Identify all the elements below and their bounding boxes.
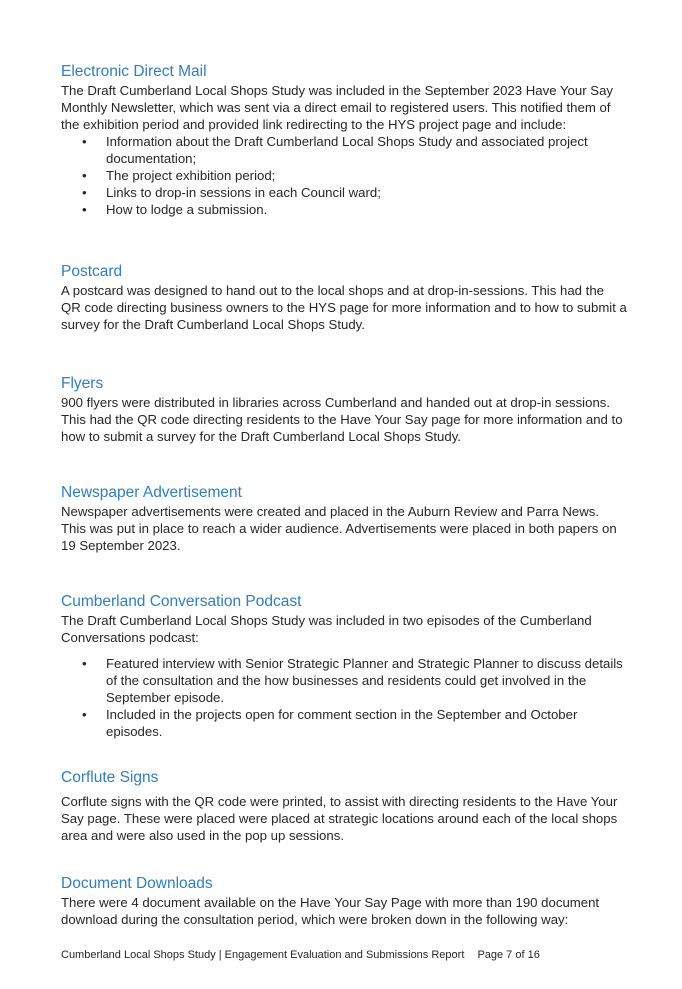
section-paragraph: The Draft Cumberland Local Shops Study was included in the September 2023 Have Your Say Monthly Newsletter, which was sent via a direct email to registered users. This notified them of the exhibition period and provided link redirecting to the HYS project page and include: [61,83,614,132]
section-corflute-signs [61,768,627,844]
section-heading: Newspaper Advertisement [61,484,242,501]
section-cumberland-conversation-podcast [61,592,627,740]
list-item: • Information about the Draft Cumberland Local Shops Study and associated project documentation; [61,133,627,167]
section-newspaper-advertisement [61,483,627,554]
section-heading: Corflute Signs [61,769,159,786]
section-paragraph: There were 4 document available on the Have Your Say Page with more than 190 document download during the consultation period, which were broken down in the following way: [61,895,600,927]
list-item: • Included in the projects open for comment section in the September and October episodes. [61,706,627,740]
section-electronic-direct-mail [61,62,627,218]
list-item: • Featured interview with Senior Strategic Planner and Strategic Planner to discuss details of the consultation and the how businesses and residents could get involved in the September episode. [61,655,627,706]
section-postcard [61,262,627,333]
section-heading: Flyers [61,375,104,392]
section-flyers [61,374,627,445]
footer-report-title: Cumberland Local Shops Study | Engagement Evaluation and Submissions Report [61,949,465,961]
section-paragraph: The Draft Cumberland Local Shops Study was included in two episodes of the Cumberland Conversations podcast: [61,613,592,645]
bullet-list [61,133,627,218]
section-heading: Postcard [61,263,123,280]
section-heading: Electronic Direct Mail [61,63,207,80]
page-footer [61,948,540,962]
section-document-downloads [61,874,627,928]
page-number: Page 7 of 16 [477,949,540,961]
bullet-list [61,655,627,740]
list-item: • Links to drop-in sessions in each Council ward; [61,184,627,201]
section-paragraph: 900 flyers were distributed in libraries across Cumberland and handed out at drop-in sessions. This had the QR code directing residents to the Have Your Say page for more information and to how to submit a survey for the Draft Cumberland Local Shops Study. [61,395,623,444]
section-heading: Cumberland Conversation Podcast [61,593,302,610]
section-paragraph: Newspaper advertisements were created and placed in the Auburn Review and Parra News. This was put in place to reach a wider audience. Advertisements were placed in both papers on 19 September 2023. [61,504,617,553]
section-paragraph: Corflute signs with the QR code were printed, to assist with directing residents to the Have Your Say page. These were placed were placed at strategic locations around each of the local shops area and were also used in the pop up sessions. [61,794,618,843]
section-heading: Document Downloads [61,875,213,892]
section-paragraph: A postcard was designed to hand out to the local shops and at drop-in-sessions. This had the QR code directing business owners to the HYS page for more information and to how to submit a survey for the Draft Cumberland Local Shops Study. [61,283,627,332]
list-item: • How to lodge a submission. [61,201,627,218]
list-item: • The project exhibition period; [61,167,627,184]
